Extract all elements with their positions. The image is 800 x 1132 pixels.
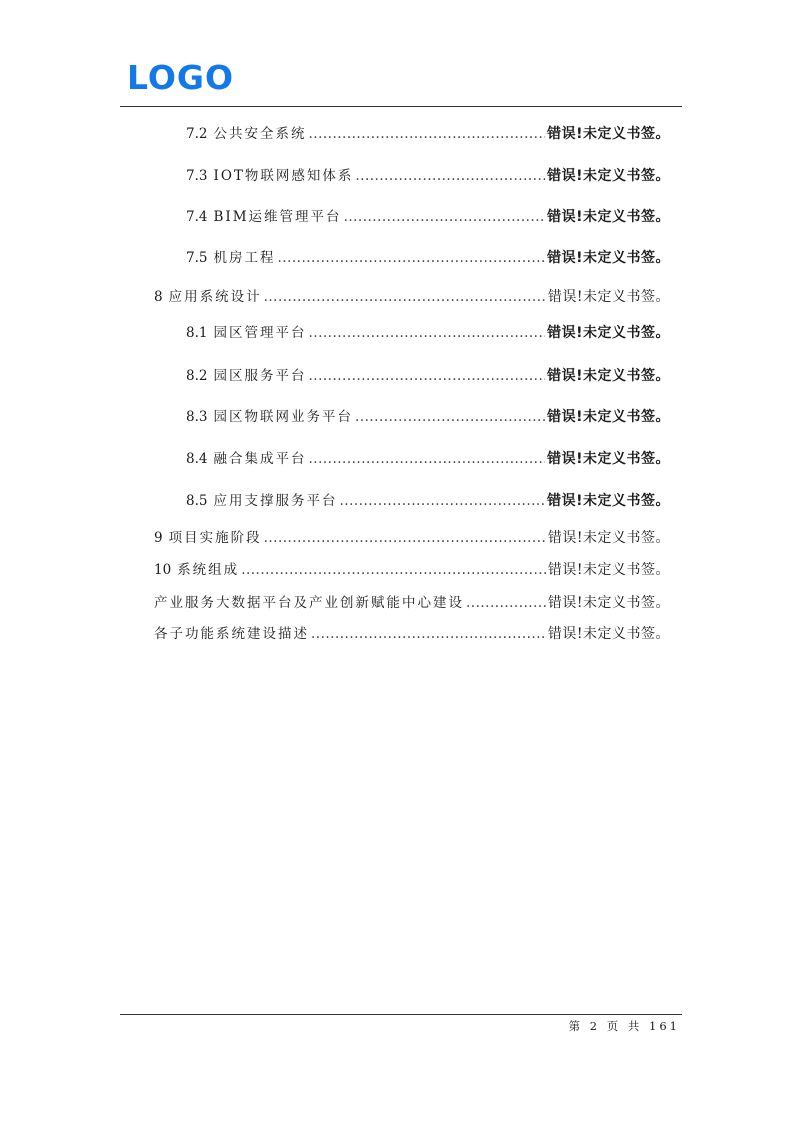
toc-leader-dots [308, 126, 545, 142]
toc-entry-number: 7.4 [186, 209, 208, 225]
toc-entry[interactable] [186, 122, 670, 144]
toc-entry-page-ref: 错误!未定义书签。 [547, 168, 670, 184]
toc-entry-title: 园区管理平台 [213, 325, 307, 341]
toc-entry-number: 9 [154, 530, 163, 546]
toc-entry-title: 各子功能系统建设描述 [154, 626, 309, 642]
logo: LOGO [127, 58, 235, 97]
toc-entry-title: IOT物联网感知体系 [213, 168, 354, 184]
toc-leader-dots [264, 530, 546, 546]
toc-entry[interactable] [186, 489, 670, 511]
toc-entry[interactable] [154, 622, 670, 644]
toc-entry-page-ref: 错误!未定义书签。 [547, 626, 670, 642]
toc-entry[interactable] [186, 364, 670, 386]
toc-entry-page-ref: 错误!未定义书签。 [547, 126, 670, 142]
toc-entry-number: 7.2 [186, 126, 208, 142]
toc-entry-title: 应用支撑服务平台 [213, 493, 338, 509]
page-number: 第 2 页 共 161 [568, 1019, 680, 1033]
toc-entry-title: 机房工程 [213, 250, 276, 266]
toc-leader-dots [308, 325, 545, 341]
toc-entry-number: 8.3 [186, 409, 208, 425]
toc-leader-dots [344, 209, 546, 225]
toc-leader-dots [311, 626, 546, 642]
toc-entry-page-ref: 错误!未定义书签。 [547, 250, 670, 266]
toc-leader-dots [308, 451, 545, 467]
toc-leader-dots [277, 250, 545, 266]
toc-entry-number: 7.5 [186, 250, 208, 266]
toc-entry-page-ref: 错误!未定义书签。 [547, 368, 670, 384]
toc-entry-title: 系统组成 [177, 562, 240, 578]
toc-entry-title: 融合集成平台 [213, 451, 307, 467]
toc-entry-number: 8.2 [186, 368, 208, 384]
toc-entry[interactable] [154, 526, 670, 548]
toc-leader-dots [264, 289, 546, 305]
toc-leader-dots [339, 493, 545, 509]
toc-entry-title: 应用系统设计 [168, 289, 262, 305]
toc-entry-title: BIM运维管理平台 [213, 209, 342, 225]
toc-leader-dots [466, 595, 546, 611]
toc-leader-dots [355, 168, 545, 184]
toc-entry-title: 项目实施阶段 [168, 530, 262, 546]
toc-entry[interactable] [186, 246, 670, 268]
toc-entry[interactable] [186, 405, 670, 427]
page-header [120, 60, 682, 96]
toc-entry-page-ref: 错误!未定义书签。 [547, 595, 670, 611]
toc-entry[interactable] [154, 591, 670, 613]
toc-entry-number: 8.4 [186, 451, 208, 467]
toc-entry-title: 产业服务大数据平台及产业创新赋能中心建设 [154, 595, 464, 611]
toc-entry-number: 8.5 [186, 493, 208, 509]
toc-entry[interactable] [186, 205, 670, 227]
toc-entry[interactable] [154, 558, 670, 580]
toc-leader-dots [241, 562, 546, 578]
toc-entry-number: 8.1 [186, 325, 208, 341]
toc-entry-page-ref: 错误!未定义书签。 [547, 493, 670, 509]
toc-entry-page-ref: 错误!未定义书签。 [547, 209, 670, 225]
toc-entry-title: 公共安全系统 [213, 126, 307, 142]
toc-entry[interactable] [186, 321, 670, 343]
toc-entry-page-ref: 错误!未定义书签。 [547, 530, 670, 546]
header-divider [120, 106, 682, 107]
toc-entry-number: 8 [154, 289, 163, 305]
toc-entry-page-ref: 错误!未定义书签。 [547, 325, 670, 341]
toc-entry[interactable] [186, 164, 670, 186]
toc-leader-dots [308, 368, 545, 384]
toc-entry-page-ref: 错误!未定义书签。 [547, 289, 670, 305]
toc-entry[interactable] [186, 447, 670, 469]
toc-leader-dots [355, 409, 545, 425]
toc-entry-title: 园区服务平台 [213, 368, 307, 384]
toc-entry-title: 园区物联网业务平台 [213, 409, 353, 425]
toc-entry-number: 10 [154, 562, 172, 578]
toc-entry-page-ref: 错误!未定义书签。 [547, 562, 670, 578]
footer-divider [120, 1014, 682, 1015]
toc-entry-page-ref: 错误!未定义书签。 [547, 451, 670, 467]
toc-entry-page-ref: 错误!未定义书签。 [547, 409, 670, 425]
toc-entry-number: 7.3 [186, 168, 208, 184]
toc-entry[interactable] [154, 285, 670, 307]
